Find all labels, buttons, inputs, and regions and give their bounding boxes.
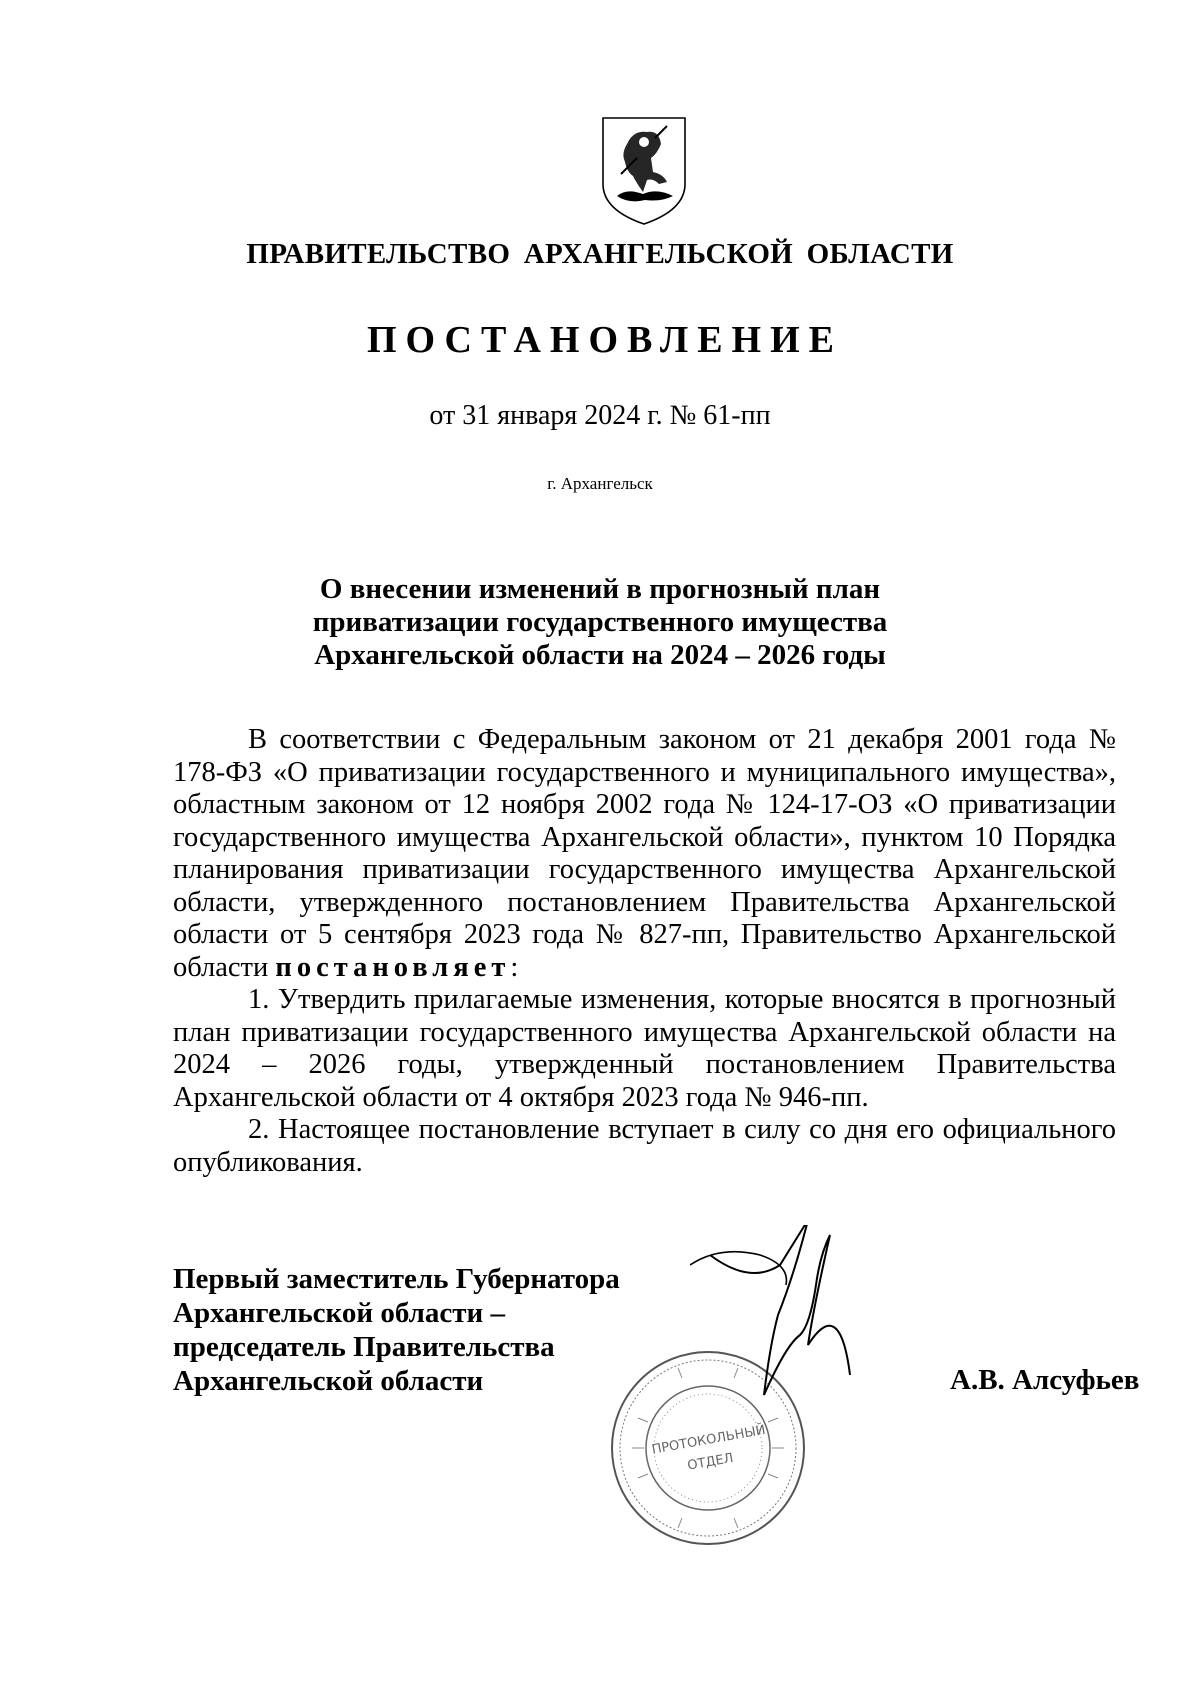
signatory-title-line: Первый заместитель Губернатора [173, 1263, 620, 1295]
coat-of-arms-icon [597, 114, 691, 228]
document-subject [0, 573, 1200, 672]
signatory-title-line: Архангельской области – [173, 1297, 505, 1329]
svg-text:ПРОТОКОЛЬНЫЙ: ПРОТОКОЛЬНЫЙ [650, 1422, 767, 1458]
document-body [173, 724, 1116, 1179]
document-type: ПОСТАНОВЛЕНИЕ [366, 319, 844, 361]
preamble-paragraph [173, 724, 1116, 984]
signatory-title [173, 1262, 620, 1398]
document-city: г. Архангельск [547, 474, 653, 493]
subject-line: О внесении изменений в прогнозный план [319, 573, 881, 605]
document-date-number: от 31 января 2024 г. № 61-пп [429, 400, 771, 431]
signatory-title-line: Архангельской области [173, 1365, 484, 1397]
decree-colon: : [510, 951, 519, 983]
item-2-paragraph: 2. Настоящее постановление вступает в силу со дня его официального опубликования. [173, 1114, 1116, 1178]
svg-text:ОТДЕЛ: ОТДЕЛ [686, 1450, 735, 1474]
organization-name: ПРАВИТЕЛЬСТВО АРХАНГЕЛЬСКОЙ ОБЛАСТИ [246, 238, 954, 270]
handwritten-signature-icon [690, 1225, 870, 1425]
preamble-text: В соответствии с Федеральным законом от 21 декабря 2001 года № 178-ФЗ «О приватизации государственного и муниципального имущества», областным законом от 12 ноября 2002 года № 124-17-ОЗ «О приватизации государственного имущества Архангельской области», пунктом 10 Порядка планирования приватизации государственного имущества Архангельской области, утвержденного постановлением Правительства Архангельской области от 5 сентября 2023 года № 827-пп, Правительство Архангельской области [173, 724, 1116, 983]
subject-line: приватизации государственного имущества [312, 606, 888, 638]
decree-word: постановляет [275, 951, 511, 983]
signatory-title-line: председатель Правительства [173, 1331, 555, 1363]
signatory-name: А.В. Алсуфьев [950, 1364, 1140, 1396]
item-1-paragraph: 1. Утвердить прилагаемые изменения, которые вносятся в прогнозный план приватизации государственного имущества Архангельской области на 2024 – 2026 годы, утвержденный постановлением Правительства Архангельской области от 4 октября 2023 года № 946-пп. [173, 984, 1116, 1113]
subject-line: Архангельской области на 2024 – 2026 годы [314, 639, 886, 671]
